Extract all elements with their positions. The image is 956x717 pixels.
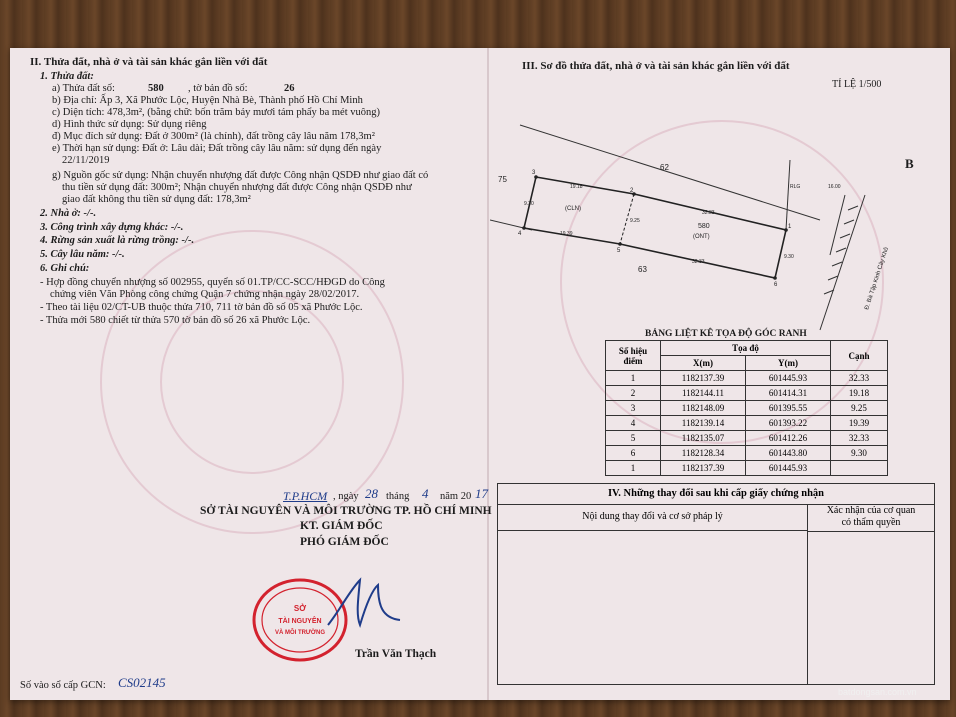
th-coord: Tọa độ xyxy=(661,341,831,356)
site-watermark: batdongsan.com.vn xyxy=(838,687,917,697)
road-hatching xyxy=(824,206,858,294)
year-label: năm 20 xyxy=(440,491,472,502)
usage-term-date: 22/11/2019 xyxy=(62,155,110,166)
house-item: 2. Nhà ở: -/-. xyxy=(40,208,97,219)
road-edge-right xyxy=(820,195,865,330)
vertex-5 xyxy=(618,242,622,246)
map-number: 26 xyxy=(284,83,295,94)
construction-item: 3. Công trình xây dựng khác: -/-. xyxy=(40,222,184,233)
signature xyxy=(320,570,410,640)
table-row: 1 1182137.39 601445.93 32.33 xyxy=(606,371,888,386)
th-point: Số hiệu điểm xyxy=(606,341,661,371)
note-document: - Theo tài liệu 02/CT-UB thuộc thửa 710, 711 tờ bản đồ số 05 xã Phước Lộc. xyxy=(40,302,363,313)
pt-2: 2 xyxy=(630,188,634,194)
ownership-form: d) Hình thức sử dụng: Sử dụng riêng xyxy=(52,119,207,130)
section-2-title: II. Thửa đất, nhà ở và tài sản khác gắn liền với đất xyxy=(30,56,268,68)
trees-item: 5. Cây lâu năm: -/-. xyxy=(40,249,125,260)
sub-type-label: (CLN) xyxy=(565,206,581,212)
neighbor-boundary-mid xyxy=(786,160,790,230)
dim-bottom-right: 32.33 xyxy=(692,259,705,265)
vertex-6 xyxy=(773,276,777,280)
note-new-parcel: - Thửa mới 580 chiết từ thửa 570 tờ bản đồ số 26 xã Phước Lộc. xyxy=(40,315,311,326)
dim-bottom-left: 19.39 xyxy=(560,231,573,237)
th-x: X(m) xyxy=(661,356,746,371)
table-row: 2 1182144.11 601414.31 19.18 xyxy=(606,386,888,401)
usage-term: e) Thời hạn sử dụng: Đất ở: Lâu dài; Đất trồng cây lâu năm: sử dụng đến ngày xyxy=(52,143,382,154)
rlg-label: RLG xyxy=(790,184,801,190)
parcel-number-label: 580 xyxy=(698,223,710,230)
parcel-diagram xyxy=(490,110,910,340)
pt-4: 4 xyxy=(518,231,522,237)
table-row: 1 1182137.39 601445.93 xyxy=(606,461,888,476)
deputy-director: PHÓ GIÁM ĐỐC xyxy=(300,536,389,548)
dim-top-right: 32.33 xyxy=(702,210,715,216)
table-row: 6 1182128.34 601443.80 9.30 xyxy=(606,446,888,461)
address: b) Địa chỉ: Ấp 3, Xã Phước Lộc, Huyện Nhà Bè, Thành phố Hồ Chí Minh xyxy=(52,95,363,106)
register-label: Số vào sổ cấp GCN: xyxy=(20,680,106,691)
svg-text:VÀ MÔI TRƯỜNG: VÀ MÔI TRƯỜNG xyxy=(274,630,326,636)
changes-col-confirm-line1: Xác nhận của cơ quan xyxy=(826,505,916,516)
month-label: tháng xyxy=(386,491,410,502)
forest-item: 4. Rừng sản xuất là rừng trồng: -/-. xyxy=(40,235,195,246)
vertex-4 xyxy=(522,226,526,230)
origin-line-1: g) Nguồn gốc sử dụng: Nhận chuyển nhượng đất được Công nhận QSDĐ như giao đất có xyxy=(52,170,429,181)
parcel-label: a) Thửa đất số: xyxy=(52,83,115,94)
land-purpose: đ) Mục đích sử dụng: Đất ở 300m² (là chính), đất trồng cây lâu năm 178,3m² xyxy=(52,131,375,142)
land-heading: 1. Thửa đất: xyxy=(40,71,94,82)
dim-top-left: 19.18 xyxy=(570,184,583,190)
th-y: Y(m) xyxy=(746,356,831,371)
svg-text:SỞ: SỞ xyxy=(293,604,307,613)
neighbor-62: 62 xyxy=(660,163,669,172)
map-label: , tờ bản đồ số: xyxy=(188,83,248,94)
origin-line-3: giao đất không thu tiền sử dụng đất: 178,3m² xyxy=(62,194,251,205)
dim-left: 9.30 xyxy=(524,201,534,207)
table-row: 5 1182135.07 601412.26 32.33 xyxy=(606,431,888,446)
section-3-title: III. Sơ đồ thửa đất, nhà ở và tài sản khác gắn liền với đất xyxy=(522,60,790,72)
dim-right: 9.30 xyxy=(784,254,794,260)
changes-col-confirm-line2: có thẩm quyền xyxy=(841,517,901,528)
table-title: BẢNG LIỆT KÊ TỌA ĐỘ GÓC RANH xyxy=(645,329,807,339)
table-row: 3 1182148.09 601395.55 9.25 xyxy=(606,401,888,416)
date-day: 28 xyxy=(365,486,378,501)
kt-director: KT. GIÁM ĐỐC xyxy=(300,520,383,532)
pt-3: 3 xyxy=(532,170,536,176)
notes-heading: 6. Ghi chú: xyxy=(40,263,90,274)
side-letter: B xyxy=(905,156,914,171)
road-name: Đ. Bà Tập Kinh Cây Khô xyxy=(864,246,891,311)
agency-name: SỞ TÀI NGUYÊN VÀ MÔI TRƯỜNG TP. HỒ CHÍ MINH xyxy=(200,505,492,517)
page-fold xyxy=(487,48,489,700)
svg-text:TÀI NGUYÊN: TÀI NGUYÊN xyxy=(278,618,322,625)
register-number: CS02145 xyxy=(118,675,166,690)
changes-col-content: Nội dung thay đổi và cơ sở pháp lý xyxy=(498,504,807,531)
pt-1: 1 xyxy=(788,224,792,230)
table-row: 4 1182139.14 601393.22 19.39 xyxy=(606,416,888,431)
road-width: 16.00 xyxy=(828,184,841,190)
road-edge-left xyxy=(830,195,845,255)
origin-line-2: thu tiền sử dụng đất: 300m²; Nhận chuyển nhượng đất được Công nhận QSDĐ như xyxy=(62,182,412,193)
coordinate-table xyxy=(605,340,888,476)
parcel-outline xyxy=(524,177,786,278)
th-edge: Cạnh xyxy=(831,341,888,371)
area: c) Diện tích: 478,3m², (bằng chữ: bốn trăm bảy mươi tám phẩy ba mét vuông) xyxy=(52,107,381,118)
dim-mid: 9.25 xyxy=(630,218,640,224)
parcel-number: 580 xyxy=(148,83,164,94)
date-label: , ngày xyxy=(333,491,359,502)
changes-title: IV. Những thay đổi sau khi cấp giấy chứng nhận xyxy=(498,484,934,505)
parcel-type-label: (ONT) xyxy=(693,234,710,240)
pt-5: 5 xyxy=(617,248,621,254)
pt-6: 6 xyxy=(774,282,778,288)
date-month: 4 xyxy=(422,486,429,501)
date-year: 17 xyxy=(475,486,488,501)
changes-col-confirm xyxy=(808,504,934,532)
signer-name: Trần Văn Thạch xyxy=(355,648,437,660)
neighbor-75: 75 xyxy=(498,175,507,184)
changes-box xyxy=(497,483,935,685)
scale-label: TỈ LỆ 1/500 xyxy=(832,79,882,90)
neighbor-63: 63 xyxy=(638,265,647,274)
date-place: T.P.HCM xyxy=(283,489,328,503)
note-contract: - Hợp đồng chuyển nhượng số 002955, quyển số 01.TP/CC-SCC/HĐGD do Công xyxy=(40,277,385,288)
note-contract-2: chứng viên Văn Phòng công chứng Quận 7 chứng nhận ngày 28/02/2017. xyxy=(50,289,360,300)
